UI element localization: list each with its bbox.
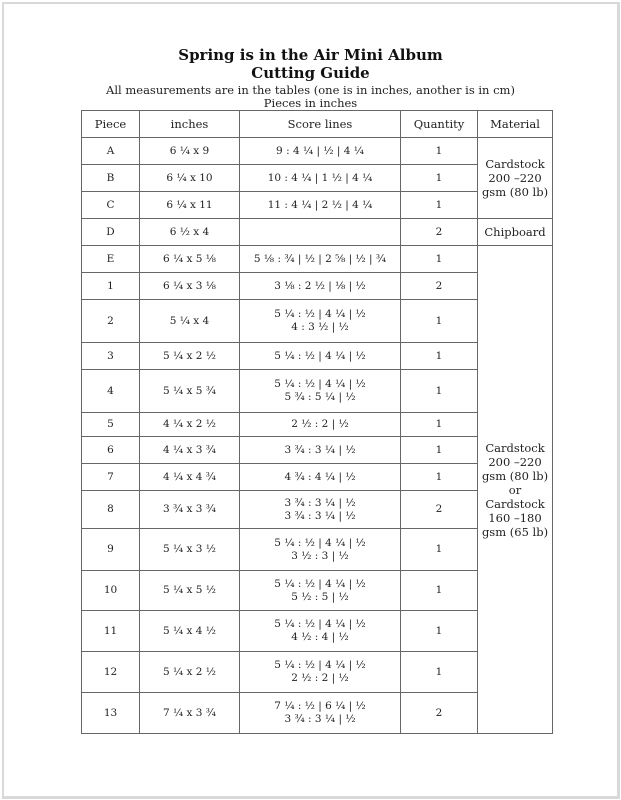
score-line: 3 ¾ : 3 ¼ | ½ <box>284 509 356 522</box>
piece-cell: 11 <box>82 611 140 652</box>
quantity-cell: 1 <box>401 246 478 273</box>
score-lines-cell <box>240 300 401 343</box>
score-line: 5 ½ : 5 | ½ <box>291 590 349 603</box>
table-body <box>82 138 553 734</box>
score-lines-cell <box>240 165 401 192</box>
score-line: 10 : 4 ¼ | 1 ½ | 4 ¼ <box>267 171 373 184</box>
score-line: 4 : 3 ½ | ½ <box>291 321 349 333</box>
quantity-cell: 1 <box>401 437 478 464</box>
size-cell: 6 ¼ x 5 ⅛ <box>140 246 240 273</box>
quantity-cell: 1 <box>401 192 478 219</box>
score-lines-cell <box>240 693 401 734</box>
score-lines-cell <box>240 464 401 491</box>
piece-cell: 4 <box>82 370 140 413</box>
subtitle: All measurements are in the tables (one is in inches, another is in cm) <box>106 83 515 97</box>
score-line: 5 ¼ : ½ | 4 ¼ | ½ <box>274 308 366 320</box>
header-piece: Piece <box>82 111 140 138</box>
table-row <box>82 219 553 246</box>
piece-cell: B <box>82 165 140 192</box>
size-cell: 3 ¾ x 3 ¾ <box>140 491 240 529</box>
quantity-cell: 1 <box>401 652 478 693</box>
piece-cell: 5 <box>82 413 140 437</box>
piece-cell: 13 <box>82 693 140 734</box>
title-line-1: Spring is in the Air Mini Album <box>178 46 443 64</box>
score-lines-cell <box>240 611 401 652</box>
material-line: gsm (80 lb) <box>481 468 549 483</box>
score-line: 5 ¼ : ½ | 4 ¼ | ½ <box>274 618 366 630</box>
piece-cell: A <box>82 138 140 165</box>
piece-cell: C <box>82 192 140 219</box>
quantity-cell: 1 <box>401 165 478 192</box>
size-cell: 4 ¼ x 4 ¾ <box>140 464 240 491</box>
piece-cell: 10 <box>82 571 140 611</box>
size-cell: 4 ¼ x 3 ¾ <box>140 437 240 464</box>
material-line: 200 –220 <box>488 171 542 185</box>
size-cell: 5 ¼ x 4 ½ <box>140 611 240 652</box>
size-cell: 7 ¼ x 3 ¾ <box>140 693 240 734</box>
score-line: 5 ¾ : 5 ¼ | ½ <box>284 391 356 403</box>
material-cell <box>478 246 553 734</box>
score-lines-cell <box>240 370 401 413</box>
material-line: Cardstock <box>485 440 545 455</box>
score-lines-cell <box>240 652 401 693</box>
score-line: 5 ⅛ : ¾ | ½ | 2 ⅝ | ½ | ¾ <box>253 252 387 265</box>
quantity-cell: 1 <box>401 413 478 437</box>
cutting-guide-table <box>81 110 553 734</box>
score-lines-cell <box>240 437 401 464</box>
material-line: Cardstock <box>485 157 545 171</box>
material-line: Chipboard <box>484 225 546 239</box>
title-line-2: Cutting Guide <box>251 64 370 82</box>
piece-cell: 9 <box>82 529 140 571</box>
size-cell: 6 ¼ x 11 <box>140 192 240 219</box>
score-line: 3 ½ : 3 | ½ <box>291 549 349 562</box>
score-lines-cell <box>240 571 401 611</box>
score-lines-cell <box>240 192 401 219</box>
score-lines-cell <box>240 491 401 529</box>
piece-cell: 1 <box>82 273 140 300</box>
quantity-cell: 1 <box>401 529 478 571</box>
quantity-cell: 1 <box>401 138 478 165</box>
piece-cell: D <box>82 219 140 246</box>
size-cell: 5 ¼ x 5 ½ <box>140 571 240 611</box>
piece-cell: 6 <box>82 437 140 464</box>
score-lines-cell <box>240 413 401 437</box>
size-cell: 5 ¼ x 3 ½ <box>140 529 240 571</box>
piece-cell: 8 <box>82 491 140 529</box>
score-line: 5 ¼ : ½ | 4 ¼ | ½ <box>274 577 366 590</box>
material-line: 200 –220 <box>488 454 542 469</box>
material-line: 160 –180 <box>488 510 542 525</box>
quantity-cell: 2 <box>401 219 478 246</box>
score-line: 2 ½ : 2 | ½ <box>291 672 349 684</box>
header-score-lines: Score lines <box>240 111 401 138</box>
size-cell: 5 ¼ x 2 ½ <box>140 343 240 370</box>
size-cell: 5 ¼ x 4 <box>140 300 240 343</box>
score-line: 2 ½ : 2 | ½ <box>291 418 349 430</box>
header-inches: inches <box>140 111 240 138</box>
header-material: Material <box>478 111 553 138</box>
score-line: 3 ¾ : 3 ¼ | ½ <box>284 496 356 509</box>
quantity-cell: 1 <box>401 464 478 491</box>
size-cell: 5 ¼ x 2 ½ <box>140 652 240 693</box>
piece-cell: E <box>82 246 140 273</box>
piece-cell: 3 <box>82 343 140 370</box>
quantity-cell: 2 <box>401 273 478 300</box>
size-cell: 6 ¼ x 9 <box>140 138 240 165</box>
quantity-cell: 2 <box>401 491 478 529</box>
size-cell: 4 ¼ x 2 ½ <box>140 413 240 437</box>
score-line: 11 : 4 ¼ | 2 ½ | 4 ¼ <box>267 198 373 211</box>
table-caption: Pieces in inches <box>263 96 358 110</box>
piece-cell: 7 <box>82 464 140 491</box>
table-header-row <box>82 111 553 138</box>
piece-cell: 2 <box>82 300 140 343</box>
score-line: 3 ¾ : 3 ¼ | ½ <box>284 443 356 456</box>
score-lines-cell <box>240 219 401 246</box>
score-line: 5 ¼ : ½ | 4 ¼ | ½ <box>274 349 366 362</box>
size-cell: 6 ½ x 4 <box>140 219 240 246</box>
score-line: 5 ¼ : ½ | 4 ¼ | ½ <box>274 659 366 671</box>
quantity-cell: 1 <box>401 611 478 652</box>
table-row <box>82 246 553 273</box>
score-lines-cell <box>240 529 401 571</box>
score-lines-cell <box>240 273 401 300</box>
size-cell: 6 ¼ x 10 <box>140 165 240 192</box>
quantity-cell: 2 <box>401 693 478 734</box>
table-row <box>82 138 553 165</box>
piece-cell: 12 <box>82 652 140 693</box>
quantity-cell: 1 <box>401 571 478 611</box>
quantity-cell: 1 <box>401 343 478 370</box>
score-lines-cell <box>240 246 401 273</box>
score-line: 3 ¾ : 3 ¼ | ½ <box>284 713 356 725</box>
material-line: gsm (80 lb) <box>481 185 549 199</box>
score-line: 4 ¾ : 4 ¼ | ½ <box>284 470 356 483</box>
size-cell: 6 ¼ x 3 ⅛ <box>140 273 240 300</box>
material-cell <box>478 138 553 219</box>
score-line: 5 ¼ : ½ | 4 ¼ | ½ <box>274 536 366 549</box>
score-line: 7 ¼ : ½ | 6 ¼ | ½ <box>274 700 366 712</box>
size-cell: 5 ¼ x 5 ¾ <box>140 370 240 413</box>
material-cell <box>478 219 553 246</box>
score-lines-cell <box>240 138 401 165</box>
score-line: 5 ¼ : ½ | 4 ¼ | ½ <box>274 378 366 390</box>
quantity-cell: 1 <box>401 300 478 343</box>
material-line: gsm (65 lb) <box>481 524 549 539</box>
score-lines-cell <box>240 343 401 370</box>
quantity-cell: 1 <box>401 370 478 413</box>
header-quantity: Quantity <box>401 111 478 138</box>
material-line: or <box>508 482 522 497</box>
score-line: 9 : 4 ¼ | ½ | 4 ¼ <box>276 144 364 157</box>
material-line: Cardstock <box>485 496 545 511</box>
score-line: 4 ½ : 4 | ½ <box>291 631 349 643</box>
score-line: 3 ⅛ : 2 ½ | ⅛ | ½ <box>274 279 366 292</box>
